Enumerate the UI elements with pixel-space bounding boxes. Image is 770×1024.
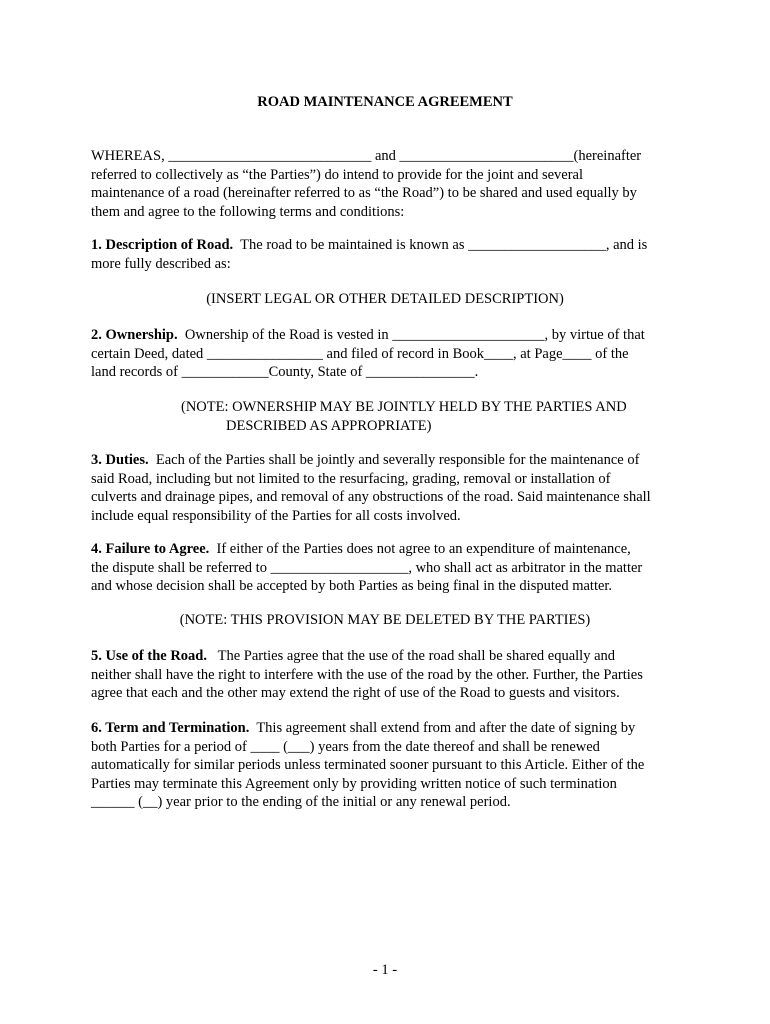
section-heading: 4. Failure to Agree. — [91, 541, 210, 557]
provision-deletion-note: (NOTE: THIS PROVISION MAY BE DELETED BY THE PARTIES) — [179, 612, 591, 628]
whereas-line: WHEREAS, ____________________________ and ________________________(hereinafter — [91, 148, 642, 164]
section-heading: 3. Duties. — [91, 452, 149, 468]
paragraph-line: more fully described as: — [91, 255, 231, 272]
paragraph-line — [91, 647, 683, 666]
paragraph-text: This agreement shall extend from and after the date of signing by — [249, 720, 636, 736]
paragraph-line: certain Deed, dated ________________ and filed of record in Book____, at Page____ of the — [91, 345, 629, 362]
section-failure-to-agree — [91, 540, 683, 596]
paragraph-text: If either of the Parties does not agree to an expenditure of maintenance, — [209, 541, 631, 557]
paragraph-line — [91, 326, 683, 345]
paragraph-line — [91, 451, 683, 470]
whereas-line: them and agree to the following terms and conditions: — [91, 203, 405, 220]
section-duties — [91, 451, 683, 525]
whereas-line: maintenance of a road (hereinafter referred to as “the Road”) to be shared and used equally by — [91, 185, 637, 201]
paragraph-text: The road to be maintained is known as ___________________, and is — [233, 237, 648, 253]
paragraph-line: and whose decision shall be accepted by both Parties as being final in the disputed matter. — [91, 578, 613, 594]
section-description-of-road — [91, 236, 683, 273]
paragraph-line: both Parties for a period of ____ (___) years from the date thereof and shall be renewed — [91, 738, 600, 755]
paragraph-line: the dispute shall be referred to ___________________, who shall act as arbitrator in the matter — [91, 559, 643, 576]
section-use-of-road — [91, 647, 683, 703]
ownership-note — [181, 398, 701, 435]
paragraph-line — [91, 236, 683, 255]
paragraph-line: said Road, including but not limited to the resurfacing, grading, removal or installation of — [91, 470, 611, 487]
note-line: DESCRIBED AS APPROPRIATE) — [226, 417, 432, 434]
paragraph-line: land records of ____________County, State of _______________. — [91, 364, 479, 380]
section-heading: 2. Ownership. — [91, 327, 178, 343]
paragraph-line: neither shall have the right to interfere with the use of the road by the other. Further, the Parties — [91, 666, 643, 683]
paragraph-line: agree that each and the other may extend the right of use of the Road to guests and visitors. — [91, 685, 620, 701]
note-line: (NOTE: OWNERSHIP MAY BE JOINTLY HELD BY THE PARTIES AND — [181, 399, 627, 415]
paragraph-line: culverts and drainage pipes, and removal of any obstructions of the road. Said maintenance shall — [91, 489, 651, 505]
insert-legal-description-note: (INSERT LEGAL OR OTHER DETAILED DESCRIPTION) — [206, 291, 564, 307]
section-ownership — [91, 326, 683, 382]
paragraph-line: Parties may terminate this Agreement only by providing written notice of such termination — [91, 775, 617, 792]
document-title: ROAD MAINTENANCE AGREEMENT — [257, 94, 513, 110]
page-number: - 1 - — [372, 962, 398, 978]
paragraph-line — [91, 540, 683, 559]
paragraph-text: The Parties agree that the use of the road shall be shared equally and — [207, 648, 616, 664]
section-term-and-termination — [91, 719, 683, 812]
whereas-paragraph — [91, 147, 683, 221]
section-heading: 6. Term and Termination. — [91, 720, 250, 736]
paragraph-line: include equal responsibility of the Parties for all costs involved. — [91, 507, 461, 524]
whereas-line: referred to collectively as “the Parties”) do intend to provide for the joint and several — [91, 166, 584, 183]
paragraph-text: Each of the Parties shall be jointly and severally responsible for the maintenance of — [148, 452, 640, 468]
paragraph-line — [91, 719, 683, 738]
paragraph-line: automatically for similar periods unless terminated sooner pursuant to this Article. Either of the — [91, 757, 645, 773]
section-heading: 1. Description of Road. — [91, 237, 234, 253]
paragraph-text: Ownership of the Road is vested in _____________________, by virtue of that — [177, 327, 645, 343]
paragraph-line: ______ (__) year prior to the ending of the initial or any renewal period. — [91, 794, 511, 810]
section-heading: 5. Use of the Road. — [91, 648, 207, 664]
